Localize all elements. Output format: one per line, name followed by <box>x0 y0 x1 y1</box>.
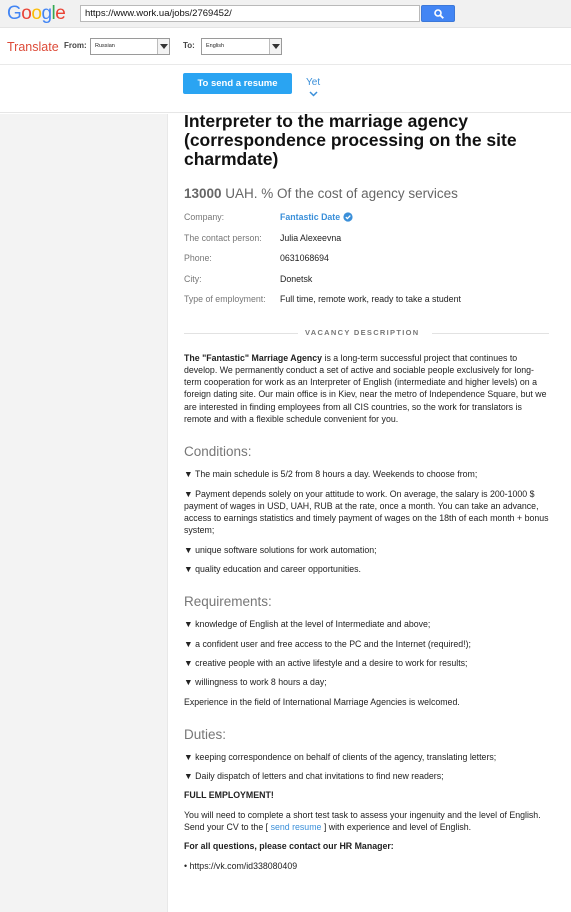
agency-name: The "Fantastic" Marriage Agency <box>184 352 323 363</box>
logo-letter: e <box>55 3 66 24</box>
to-label: To: <box>183 41 195 50</box>
from-language-value: Russian <box>95 43 115 49</box>
verified-icon <box>343 212 353 222</box>
company-link[interactable]: Fantastic Date <box>280 212 341 222</box>
contact-row <box>184 233 549 254</box>
translate-title: Translate <box>7 40 59 54</box>
city-value: Donetsk <box>280 273 313 284</box>
vk-link[interactable]: • https://vk.com/id338080409 <box>184 860 298 871</box>
section-divider <box>184 328 549 340</box>
test-task-paragraph <box>184 809 549 834</box>
divider-line <box>432 333 549 334</box>
logo-letter: o <box>21 3 32 24</box>
requirement-item: ▼ willingness to work 8 hours a day; <box>184 677 327 688</box>
more-link[interactable]: Yet <box>306 77 321 88</box>
company-row <box>184 212 549 233</box>
condition-item: ▼ unique software solutions for work automation; <box>184 544 377 555</box>
salary-amount: 13000 <box>184 186 222 201</box>
to-language-select[interactable] <box>201 38 282 55</box>
from-language-select[interactable] <box>90 38 170 55</box>
full-employment: FULL EMPLOYMENT! <box>184 790 274 801</box>
logo-letter: o <box>31 3 42 24</box>
logo-letter: G <box>7 3 22 24</box>
test-task-text: You will need to complete a short test task to assess your ingenuity and the level of English. Send your CV to the [ <box>184 809 541 833</box>
contact-value: Julia Alexeevna <box>280 232 342 243</box>
divider-line <box>184 333 298 334</box>
condition-item: ▼ Payment depends solely on your attitude to work. On average, the salary is 200-1000 $ payment of wages in USD, UAH, RUB at the rate, once a month. You can take an advance, access to earnings statistics and timely payment of wages on the 18th of each month + bonus system; <box>184 488 549 536</box>
condition-item: ▼ quality education and career opportunities. <box>184 564 361 575</box>
duties-heading: Duties: <box>184 726 227 742</box>
search-button[interactable] <box>421 5 455 22</box>
condition-item: ▼ The main schedule is 5/2 from 8 hours a day. Weekends to choose from; <box>184 469 478 480</box>
job-title: Interpreter to the marriage agency (correspondence processing on the site charmdate) <box>184 111 517 169</box>
duties-list <box>184 751 549 783</box>
phone-row <box>184 253 549 274</box>
requirement-item: ▼ creative people with an active lifestyle and a desire to work for results; <box>184 657 468 668</box>
job-info <box>184 212 549 315</box>
requirements-heading: Requirements: <box>184 594 272 610</box>
contact-label: The contact person: <box>184 232 262 243</box>
city-label: City: <box>184 273 202 284</box>
translate-bar <box>0 29 571 65</box>
chevron-down-icon <box>157 39 169 54</box>
section-title: VACANCY DESCRIPTION <box>305 327 420 337</box>
contact-heading: For all questions, please contact our HR Manager: <box>184 841 394 852</box>
intro-text: is a long-term successful project that continues to develop. We permanently conduct a set of active and sociable people exclusively for long-term cooperation for work as an Interpreter of English (intermediate and higher levels) on a foreign dating site. Our main office is in Kiev, near the metro of Independence Square, but we are interested in finding employees from all CIS countries, so the work for translators is remote and with a flexible schedule convenient for you. <box>184 352 547 424</box>
send-resume-link[interactable]: send resume <box>270 822 322 833</box>
google-logo[interactable] <box>7 3 65 25</box>
conditions-heading: Conditions: <box>184 444 252 460</box>
left-sidebar <box>0 114 168 912</box>
requirement-item: ▼ knowledge of English at the level of Intermediate and above; <box>184 619 431 630</box>
city-row <box>184 274 549 295</box>
phone-value[interactable]: 0631068694 <box>280 253 329 263</box>
employment-label: Type of employment: <box>184 294 266 304</box>
employment-row <box>184 294 549 315</box>
chevron-down-icon <box>269 39 281 54</box>
google-toolbar <box>0 0 571 28</box>
conditions-list <box>184 468 549 575</box>
action-bar <box>0 66 571 113</box>
from-label: From: <box>64 41 87 50</box>
duty-item: ▼ Daily dispatch of letters and chat invitations to find new readers; <box>184 771 444 782</box>
chevron-down-icon[interactable] <box>309 91 318 97</box>
to-language-value: English <box>206 43 225 49</box>
phone-label: Phone: <box>184 253 212 263</box>
salary-description: UAH. % Of the cost of agency services <box>221 186 458 201</box>
requirements-list <box>184 618 549 688</box>
employment-value: Full time, remote work, ready to take a student <box>280 294 461 304</box>
duty-item: ▼ keeping correspondence on behalf of clients of the agency, translating letters; <box>184 751 497 762</box>
search-icon <box>434 9 444 19</box>
company-link-wrap <box>280 212 353 222</box>
test-task-text-end: ] with experience and level of English. <box>321 822 472 833</box>
logo-letter: l <box>51 3 56 24</box>
send-resume-button[interactable]: To send a resume <box>183 73 292 94</box>
requirements-note: Experience in the field of International Marriage Agencies is welcomed. <box>184 696 460 707</box>
intro-paragraph <box>184 352 549 426</box>
url-input[interactable]: https://www.work.ua/jobs/2769452/ <box>80 5 420 22</box>
requirement-item: ▼ a confident user and free access to the PC and the Internet (required!); <box>184 638 471 649</box>
job-content <box>184 111 549 872</box>
salary <box>184 186 549 201</box>
company-label: Company: <box>184 212 225 222</box>
logo-letter: g <box>41 3 52 24</box>
